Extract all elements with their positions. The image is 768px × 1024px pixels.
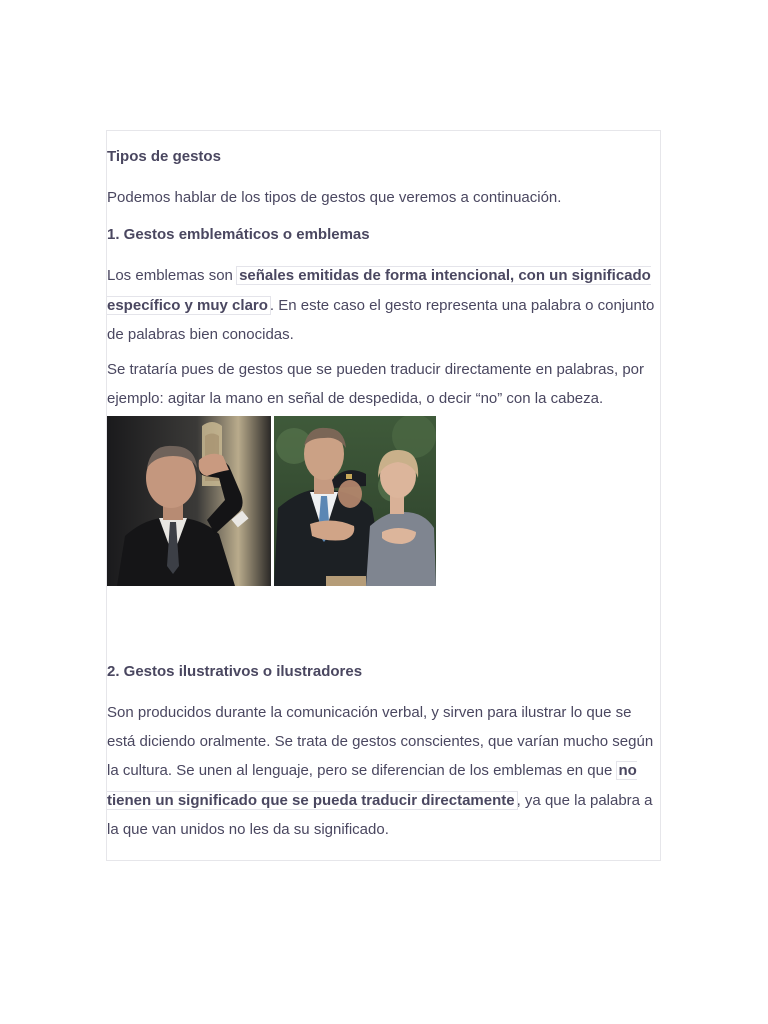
photo-row	[107, 416, 659, 586]
document-title: Tipos de gestos	[107, 148, 221, 165]
intro-paragraph: Podemos hablar de los tipos de gestos que veremos a continuación.	[107, 189, 562, 206]
photo-man-saluting-image	[107, 416, 271, 586]
section-2-p1-text-after: , ya que la palabra a la que van unidos no les da su significado.	[107, 791, 653, 838]
section-1-p1-text-after: . En este caso el gesto representa una palabra o conjunto de palabras bien conocidas.	[107, 296, 655, 343]
document-content	[107, 130, 659, 844]
section-1-paragraph-1	[107, 261, 659, 349]
photo-couple-hand-on-heart	[274, 416, 436, 586]
photo-couple-image	[274, 416, 436, 586]
section-1-heading: 1. Gestos emblemáticos o emblemas	[107, 226, 370, 244]
section-2-paragraph-1	[107, 698, 659, 844]
section-1-p1-highlight: señales emitidas de forma intencional, con un significado específico y muy claro	[107, 267, 651, 314]
photo-man-saluting	[107, 416, 271, 586]
section-1-p1-text-before: Los emblemas son	[107, 267, 238, 285]
section-2-p1-highlight: no tienen un significado que se pueda traducir directamente	[107, 762, 637, 809]
section-2-p1-text-before: Son producidos durante la comunicación verbal, y sirven para ilustrar lo que se está diciendo oralmente. Se trata de gestos conscientes, que varían mucho según la cultura. Se unen al lenguaje, pero se diferencian de los emblemas en que	[107, 703, 654, 780]
section-1-paragraph-2: Se trataría pues de gestos que se pueden traducir directamente en palabras, por ejemplo: agitar la mano en señal de despedida, o decir “no” con la cabeza.	[107, 361, 645, 408]
section-2-heading: 2. Gestos ilustrativos o ilustradores	[107, 662, 363, 680]
